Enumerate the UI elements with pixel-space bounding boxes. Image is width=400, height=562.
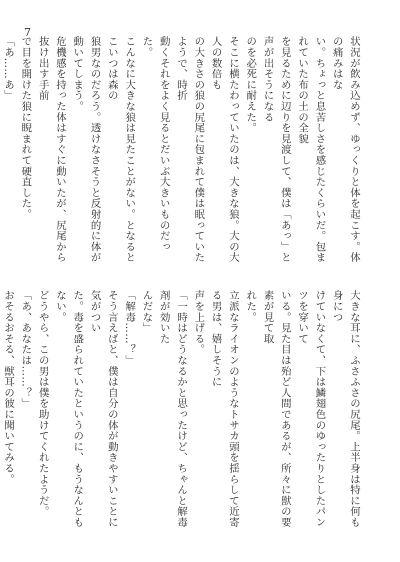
text-line: どうやら、この男は僕を助けてくれたようだ。: [36, 290, 49, 517]
text-line: のを必死に耐えた。: [244, 36, 257, 134]
lower-text-block: [2, 290, 362, 530]
text-line: 状況が飲み込めず、ゆっくりと体を起こす。体の痛みはな: [330, 36, 360, 263]
text-line: 声を上げる。: [192, 290, 205, 355]
text-line: いる。見た目は殆ど人間であるが、所々に獣の要素が見て取: [261, 290, 291, 528]
dialogue-line: んだな」: [140, 290, 153, 334]
text-line: い。ちょっと息苦しさを感じたくらいだ。包まれていた布の土の全貌: [296, 36, 326, 263]
text-line: で目を開けた狼に睨まれて硬直した。: [19, 36, 32, 220]
text-line: 立派なライオンのようなトサカ頭を揺らして近寄る男は、嬉しそうに: [209, 290, 239, 528]
text-line: けていなくて、下は鱗翅色のゆったりとしたパンツを穿いて: [296, 290, 326, 528]
page-number: 7: [24, 26, 31, 39]
text-line: 危機感を持った体はすぐに動いたが、尻尾から抜け出す手前: [36, 36, 66, 263]
text-line: の大きさの狼の尻尾に包まれて僕は眠っていたようで、時折: [175, 36, 205, 263]
dialogue-line: 「あ、あなたは……？」: [19, 290, 32, 409]
text-line: 動くそれをよく見るとだいぶ大きいものだった。: [140, 36, 170, 252]
text-line: 狼男なのだろう。透けなさそうと反射的に体が動いてしまう。: [71, 36, 101, 263]
text-line: おそるおそる、獣耳の彼に聞いてみる。: [2, 290, 15, 485]
dialogue-line: 「あ……あ」: [2, 36, 15, 101]
dialogue-line: 「一時はどうなるかと思ったけど、ちゃんと解毒剤が効いた: [157, 290, 188, 528]
upper-text-block: [2, 36, 362, 271]
dialogue-line: 「解毒……？」: [123, 290, 136, 366]
text-line: た。毒を盛られていたというのに、もうなんともない。: [53, 290, 84, 528]
text-line: こんなに大きな狼は見たことがない。となるとこいつは森の: [105, 36, 136, 263]
text-line: 大きな耳に、ふさふさの尻尾。上半身は特に何も身につ: [330, 290, 360, 528]
text-line: そこに横たわっていたのは、大きな狼。大の大人の数倍も: [209, 36, 239, 263]
text-line: を見るために辺りを見渡して、僕は「あっ」と声が出そうになる: [261, 36, 291, 263]
text-line: れた。: [244, 290, 257, 323]
text-line: そう言えばと、僕は自分の体が動きやすいことに気がつい: [88, 290, 118, 528]
